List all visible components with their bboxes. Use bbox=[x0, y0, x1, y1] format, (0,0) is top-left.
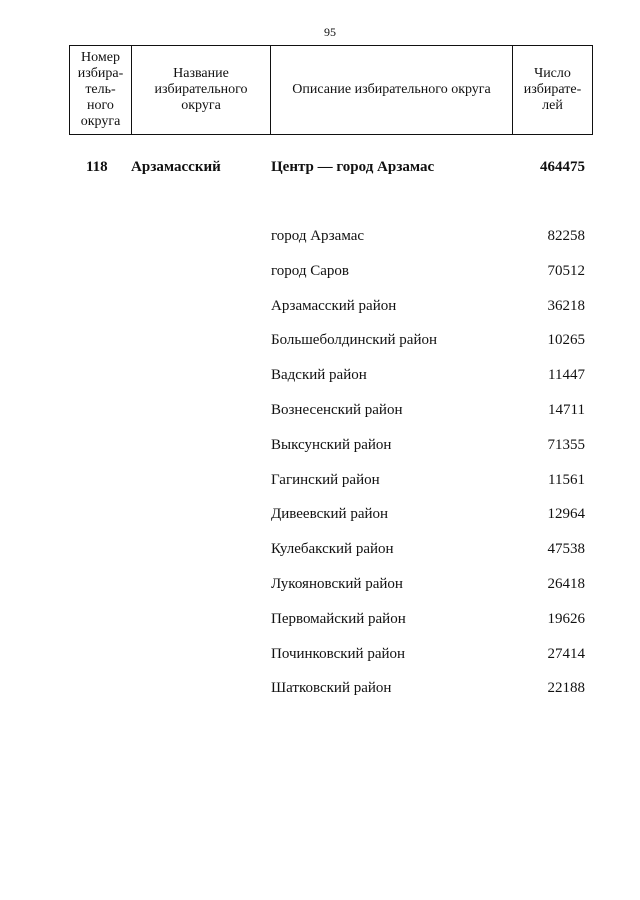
list-item bbox=[0, 576, 640, 611]
subdivision-voters: 82258 bbox=[547, 228, 585, 244]
list-item bbox=[0, 263, 640, 298]
subdivision-voters: 71355 bbox=[547, 436, 585, 453]
subdivision-name: Вадский район bbox=[271, 367, 367, 384]
list-item bbox=[0, 402, 640, 437]
header-district-description bbox=[271, 46, 513, 135]
subdivision-name: Дивеевский район bbox=[271, 506, 389, 523]
header-voter-count bbox=[513, 46, 593, 135]
list-item bbox=[0, 437, 640, 472]
list-item bbox=[0, 506, 640, 541]
table-header bbox=[69, 45, 593, 135]
header-line: Название bbox=[173, 66, 229, 81]
header-district-number bbox=[70, 46, 132, 135]
district-description: Центр — город Арзамас bbox=[271, 159, 435, 175]
list-item bbox=[0, 611, 640, 646]
subdivision-voters: 70512 bbox=[547, 262, 585, 279]
header-line: ного bbox=[87, 98, 114, 113]
subdivision-name: Кулебакский район bbox=[271, 541, 394, 558]
header-line: Число bbox=[534, 66, 571, 81]
list-item bbox=[0, 472, 640, 507]
subdivision-name: Первомайский район bbox=[271, 610, 406, 627]
list-item bbox=[0, 298, 640, 333]
subdivision-name: Шатковский район bbox=[271, 680, 392, 697]
header-line: избира- bbox=[77, 66, 124, 81]
list-item bbox=[0, 367, 640, 402]
header-line: округа bbox=[181, 98, 221, 113]
subdivision-name: Лукояновский район bbox=[271, 575, 403, 592]
district-name: Арзамасский bbox=[131, 159, 221, 175]
subdivision-voters: 26418 bbox=[547, 575, 585, 592]
list-item bbox=[0, 541, 640, 576]
header-line: избирате- bbox=[523, 82, 582, 97]
header-line: лей bbox=[542, 98, 563, 113]
subdivision-voters: 14711 bbox=[548, 401, 585, 418]
list-item bbox=[0, 646, 640, 681]
subdivision-voters: 10265 bbox=[547, 332, 585, 349]
header-line: тель- bbox=[85, 82, 116, 97]
page-number: 95 bbox=[324, 25, 336, 39]
subdivision-name: Большеболдинский район bbox=[271, 332, 438, 349]
subdivision-list bbox=[0, 228, 640, 715]
subdivision-name: Выксунский район bbox=[271, 436, 392, 453]
district-voters: 464475 bbox=[540, 159, 585, 175]
subdivision-voters: 12964 bbox=[547, 506, 585, 523]
header-line: избирательного bbox=[154, 82, 248, 97]
header-district-name bbox=[132, 46, 271, 135]
subdivision-voters: 11447 bbox=[548, 367, 585, 384]
subdivision-name: Гагинский район bbox=[271, 471, 380, 488]
subdivision-voters: 11561 bbox=[548, 471, 585, 488]
list-item bbox=[0, 332, 640, 367]
header-line: Описание избирательного округа bbox=[292, 82, 491, 97]
subdivision-voters: 27414 bbox=[547, 645, 585, 662]
subdivision-name: город Саров bbox=[271, 262, 349, 279]
district-number: 118 bbox=[86, 159, 108, 175]
subdivision-name: Вознесенский район bbox=[271, 401, 403, 418]
list-item bbox=[0, 680, 640, 715]
subdivision-voters: 19626 bbox=[547, 610, 585, 627]
header-line: Номер bbox=[81, 50, 120, 65]
subdivision-voters: 22188 bbox=[547, 680, 585, 697]
subdivision-name: город Арзамас bbox=[271, 228, 365, 244]
subdivision-voters: 47538 bbox=[547, 541, 585, 558]
subdivision-name: Арзамасский район bbox=[271, 297, 397, 314]
subdivision-name: Починковский район bbox=[271, 645, 406, 662]
header-line: округа bbox=[80, 114, 121, 129]
subdivision-voters: 36218 bbox=[547, 297, 585, 314]
district-row bbox=[0, 159, 640, 179]
list-item bbox=[0, 228, 640, 263]
